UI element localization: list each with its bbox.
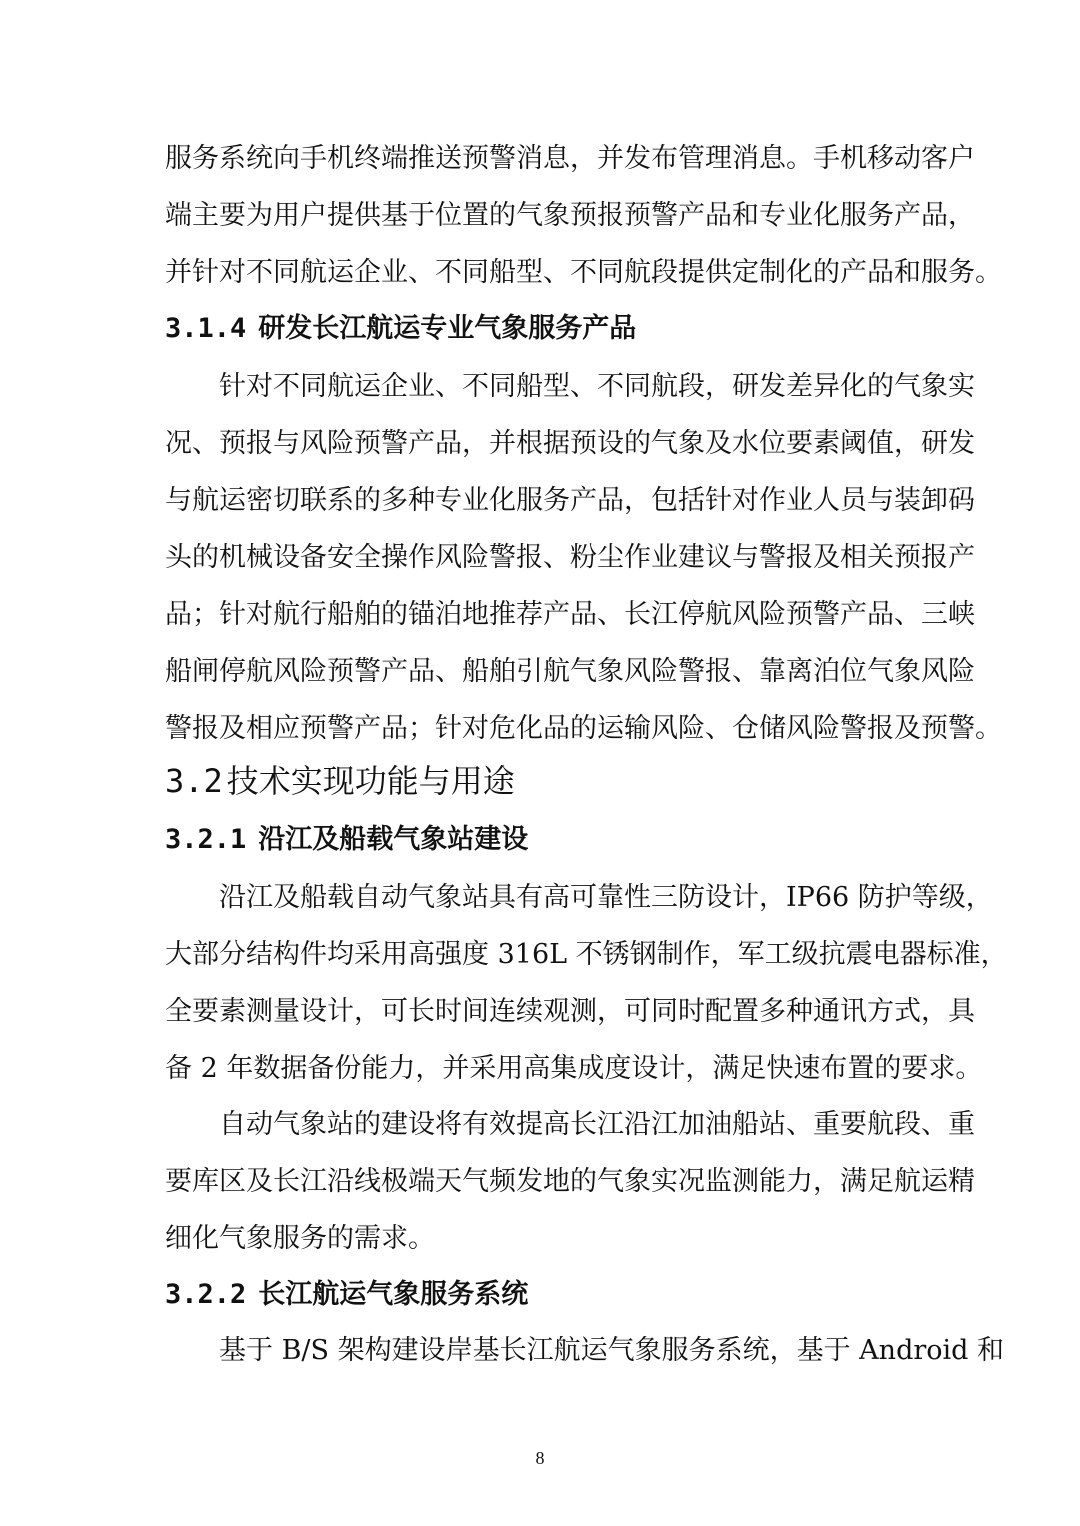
section-3-2-2-heading — [165, 1278, 528, 1312]
intro-line-2: 端主要为用户提供基于位置的气象预报预警产品和专业化服务产品， — [165, 200, 975, 231]
section-3-1-4-line-6: 船闸停航风险预警产品、船舶引航气象风险警报、靠离泊位气象风险 — [165, 656, 975, 687]
section-3-2-2-line-1: 基于 B/S 架构建设岸基长江航运气象服务系统，基于 Android 和 — [219, 1335, 1005, 1366]
section-3-1-4-line-4: 头的机械设备安全操作风险警报、粉尘作业建议与警报及相关预报产 — [165, 542, 975, 573]
section-3-2-1-p2-line-3: 细化气象服务的需求。 — [165, 1223, 435, 1254]
section-3-1-4-line-7: 警报及相应预警产品；针对危化品的运输风险、仓储风险警报及预警。 — [165, 713, 1002, 744]
section-3-2-1-p1-line-4: 备 2 年数据备份能力，并采用高集成度设计，满足快速布置的要求。 — [165, 1053, 983, 1084]
section-3-1-4-number: 3.1.4 — [165, 313, 247, 344]
intro-line-1: 服务系统向手机终端推送预警消息，并发布管理消息。手机移动客户 — [165, 143, 975, 174]
section-3-2-title: 技术实现功能与用途 — [226, 762, 515, 800]
page-number: 8 — [535, 1448, 545, 1468]
section-3-2-1-p2-line-2: 要库区及长江沿线极端天气频发地的气象实况监测能力，满足航运精 — [165, 1166, 975, 1197]
intro-line-3: 并针对不同航运企业、不同船型、不同航段提供定制化的产品和服务。 — [165, 257, 1002, 288]
section-3-2-number: 3.2 — [165, 762, 223, 800]
section-3-1-4-line-5: 品；针对航行船舶的锚泊地推荐产品、长江停航风险预警产品、三峡 — [165, 599, 975, 630]
section-3-2-1-p2-line-1: 自动气象站的建设将有效提高长江沿江加油船站、重要航段、重 — [219, 1109, 975, 1140]
section-3-2-1-p1-line-1: 沿江及船载自动气象站具有高可靠性三防设计，IP66 防护等级， — [219, 882, 993, 913]
section-3-1-4-line-1: 针对不同航运企业、不同船型、不同航段，研发差异化的气象实 — [219, 371, 975, 402]
section-3-2-1-number: 3.2.1 — [165, 824, 247, 855]
section-3-1-4-line-2: 况、预报与风险预警产品，并根据预设的气象及水位要素阈值，研发 — [165, 428, 975, 459]
section-3-2-1-heading — [165, 823, 528, 857]
section-3-2-2-number: 3.2.2 — [165, 1279, 247, 1310]
section-3-1-4-title: 研发长江航运专业气象服务产品 — [258, 313, 637, 344]
section-3-2-1-title: 沿江及船载气象站建设 — [258, 824, 529, 855]
section-3-1-4-line-3: 与航运密切联系的多种专业化服务产品，包括针对作业人员与装卸码 — [165, 485, 975, 516]
section-3-1-4-heading — [165, 312, 636, 346]
section-3-2-heading — [165, 761, 515, 801]
section-3-2-1-p1-line-3: 全要素测量设计，可长时间连续观测，可同时配置多种通讯方式，具 — [165, 996, 975, 1027]
section-3-2-2-title: 长江航运气象服务系统 — [258, 1279, 529, 1310]
section-3-2-1-p1-line-2: 大部分结构件均采用高强度 316L 不锈钢制作，军工级抗震电器标准， — [165, 939, 1008, 970]
